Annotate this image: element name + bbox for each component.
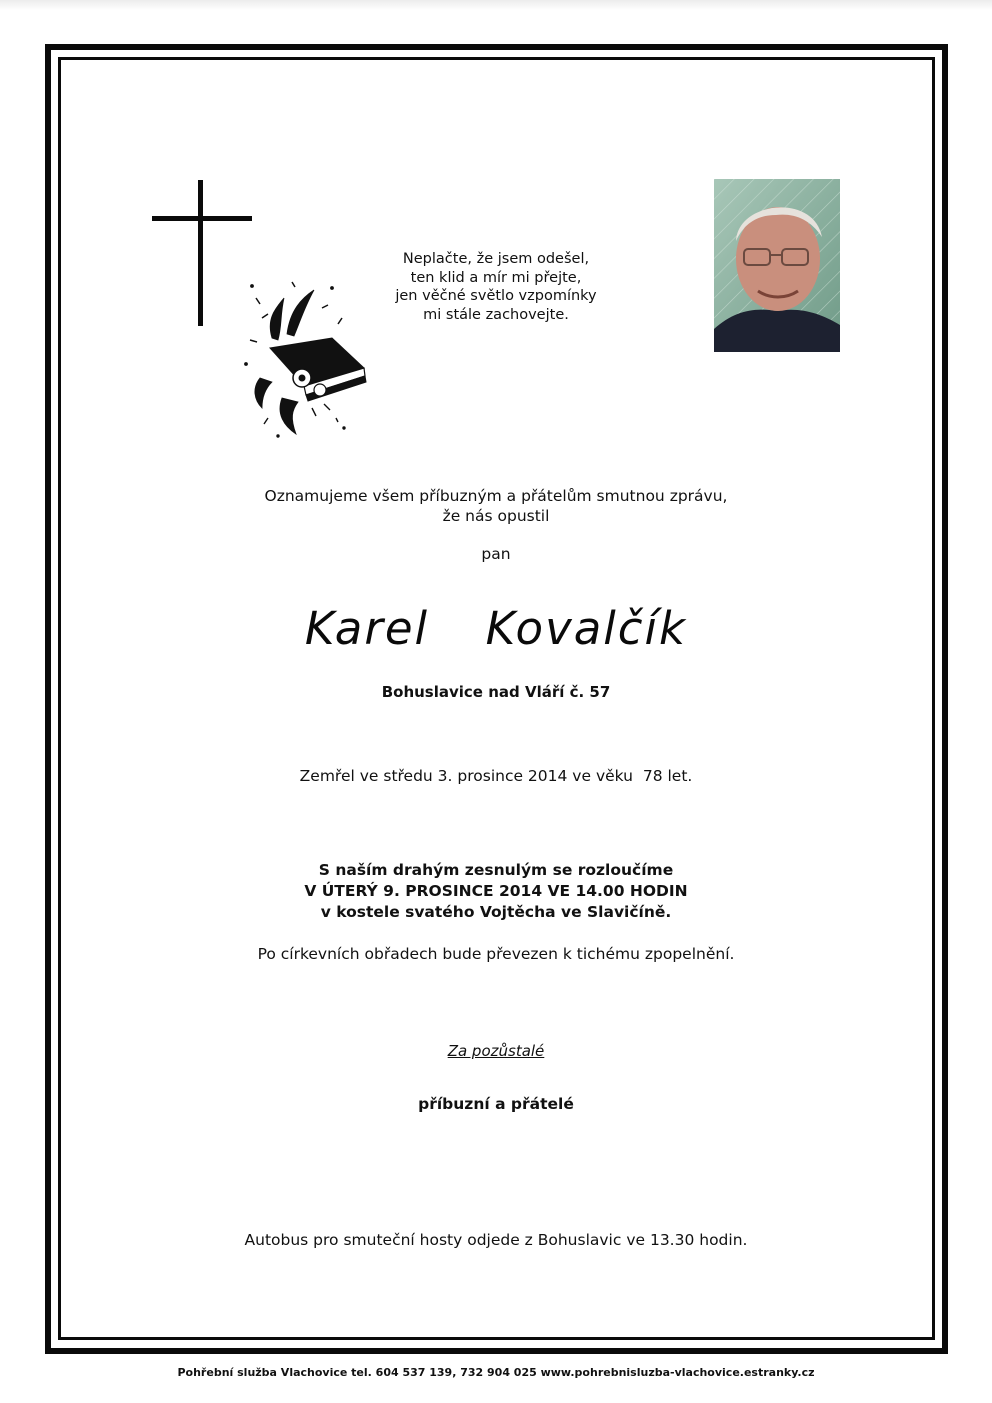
farewell-line-2: V ÚTERÝ 9. PROSINCE 2014 VE 14.00 HODIN (304, 882, 688, 900)
farewell-line-1: S naším drahým zesnulým se rozloučíme (318, 861, 674, 879)
book-with-flowers-icon (232, 268, 372, 448)
announcement-line-2: že nás opustil (442, 507, 550, 525)
announcement (0, 486, 992, 526)
poem-line: ten klid a mír mi přejte, (410, 269, 582, 286)
signoff-label: Za pozůstalé (447, 1042, 545, 1060)
ceremony-note: Po církevních obřadech bude převezen k tichému zpopelnění. (257, 945, 735, 963)
deceased-name: Karel Kovalčík (304, 602, 688, 655)
signoff-names: příbuzní a přátelé (418, 1095, 574, 1113)
death-notice: Zemřel ve středu 3. prosince 2014 ve věku 78 let. (299, 767, 693, 785)
memorial-poem (360, 250, 632, 324)
poem-line: jen věčné světlo vzpomínky (395, 288, 597, 304)
portrait-photo (714, 179, 840, 352)
deceased-address: Bohuslavice nad Vláří č. 57 (381, 683, 611, 701)
farewell-details (0, 860, 992, 923)
bus-note: Autobus pro smuteční hosty odjede z Bohuslavic ve 13.30 hodin. (244, 1231, 748, 1249)
announcement-line-1: Oznamujeme všem příbuzným a přátelům smutnou zprávu, (264, 487, 728, 505)
poem-line: mi stále zachovejte. (423, 306, 569, 323)
poem-line: Neplačte, že jsem odešel, (402, 251, 590, 267)
funeral-service-footer: Pohřební služba Vlachovice tel. 604 537 139, 732 904 025 www.pohrebnisluzba-vlachovice.estranky.cz (177, 1366, 815, 1379)
salutation: pan (481, 545, 511, 563)
farewell-line-3: v kostele svatého Vojtěcha ve Slavičíně. (320, 903, 672, 921)
